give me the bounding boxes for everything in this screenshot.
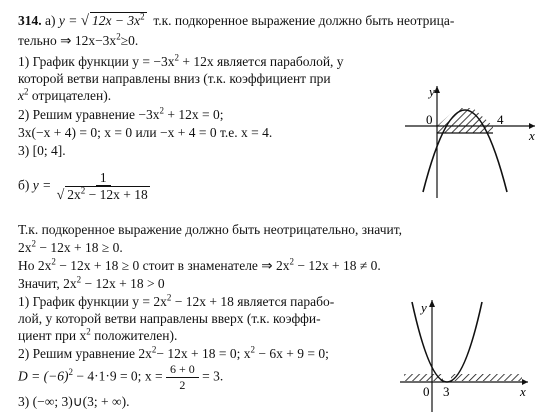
part-b-y-label: y bbox=[421, 300, 427, 315]
part-a-step2-line2: 3x(−x + 4) = 0; x = 0 или −x + 4 = 0 т.е. x = 4. bbox=[18, 125, 273, 140]
part-b-step1-line2: лой, у которой ветви направлены вверх (т.к. коэффи- bbox=[18, 311, 321, 326]
part-b-label: б) bbox=[18, 177, 30, 193]
part-a-condition-1: т.к. подкоренное выражение должно быть неотрица- bbox=[153, 13, 455, 28]
part-b-graph bbox=[398, 296, 538, 416]
part-a-step1-line2: которой ветви направлены вниз (т.к. коэффициент при bbox=[18, 71, 331, 86]
part-a-step2-line1: 2) Решим уравнение $-3x^2 + 12x = 0$; bbox=[18, 105, 224, 122]
part-b-step2-line1: 2) Решим уравнение $2x^2- 12x + 18 = 0$; $x^2 - 6x + 9 = 0$; bbox=[18, 344, 329, 361]
part-b-text-3: Но $2x^2 - 12x + 18 \ge 0$ стоит в знаменателе ⇒ $2x^2 - 12x + 18 \ne 0$. bbox=[18, 256, 381, 273]
part-a-func-lhs: y = bbox=[58, 13, 78, 28]
part-a-graph bbox=[405, 80, 545, 200]
part-a-condition-2: тельно ⇒ $12x-3x^2\ge 0$. bbox=[18, 31, 139, 48]
part-b-fraction bbox=[55, 170, 152, 203]
part-b-numerator: 1 bbox=[96, 170, 111, 186]
part-b-text-4: Значит, $2x^2 - 12x + 18 > 0$ bbox=[18, 274, 165, 291]
part-a-radical: $12x - 3x^2$ bbox=[91, 11, 145, 28]
part-a-x-label: x bbox=[529, 128, 535, 143]
part-a-step1-line1: 1) График функции $y = -3x^2 + 12x$ является параболой, у bbox=[18, 52, 344, 69]
part-a-header: 314. а) y = √ $12x - 3x^2$ т.к. подкоренное выражение должно быть неотрица- bbox=[18, 11, 455, 29]
part-b-hatch bbox=[404, 374, 522, 381]
part-a-four-label: 4 bbox=[497, 112, 504, 127]
part-b-zero-label: 0 bbox=[423, 384, 430, 399]
part-a-step1-line3: $x^2$ отрицателен). bbox=[18, 86, 112, 103]
part-b-denominator: √ $2x^2 - 12x + 18$ bbox=[56, 185, 148, 203]
part-b-three-label: 3 bbox=[443, 384, 450, 399]
part-a-step3: 3) [0; 4]. bbox=[18, 143, 66, 158]
part-b-header bbox=[18, 170, 152, 203]
part-a-zero-label: 0 bbox=[426, 112, 433, 127]
part-b-x-label: x bbox=[520, 384, 526, 399]
part-b-step3: 3) (−∞; 3)∪(3; + ∞). bbox=[18, 394, 130, 409]
part-b-root-fraction: $\frac{6 + 0}{2}$ bbox=[166, 362, 199, 393]
part-b-text-2: $2x^2 - 12x + 18 \ge 0$. bbox=[18, 238, 123, 255]
part-b-step1-line3: циент при $x^2$ положителен). bbox=[18, 326, 178, 343]
part-b-step1-line1: 1) График функции $y = 2x^2 - 12x + 18$ является парабо- bbox=[18, 292, 335, 309]
part-a-y-label: y bbox=[429, 84, 435, 99]
problem-number: 314. bbox=[18, 13, 42, 28]
part-b-func-lhs: y = bbox=[32, 177, 52, 193]
part-b-text-1: Т.к. подкоренное выражение должно быть неотрицательно, значит, bbox=[18, 222, 402, 237]
part-a-label: а) bbox=[45, 13, 56, 28]
part-b-step2-line2: $D = (-6)^2 - 4\cdot 1\cdot 9 = 0$; x = $\frac{6 + 0}{2}$ = 3. bbox=[18, 362, 224, 392]
